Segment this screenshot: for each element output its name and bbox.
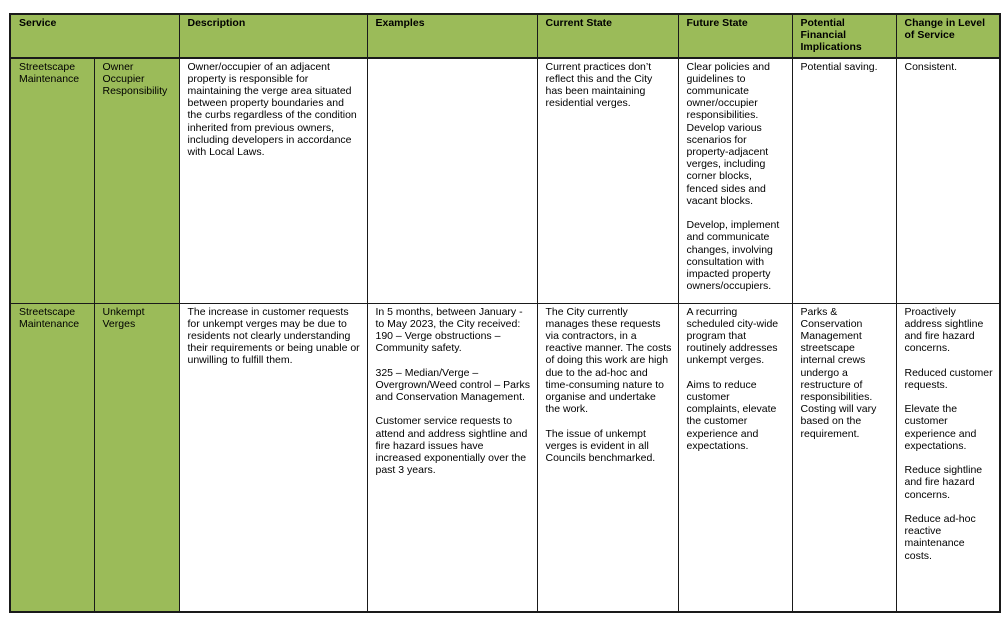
sub-service-cell: Unkempt Verges (94, 303, 179, 612)
current-state-paragraph: The City currently manages these requests via contractors, in a reactive manner. The costs of doing this work are high due to the ad-hoc and time-consuming nature to organise and undertake the work. (545, 305, 672, 416)
current-state-paragraph: Current practices don’t reflect this and the City has been maintaining residential verges. (545, 60, 653, 110)
service-cell: Streetscape Maintenance (10, 58, 94, 304)
change-paragraph: Consistent. (904, 60, 958, 73)
future-state-paragraph: Aims to reduce customer complaints, elevate the customer experience and expectations. (686, 378, 777, 452)
header-future-state: Future State (678, 14, 792, 58)
change-paragraph: Reduce sightline and fire hazard concerns. (904, 464, 983, 501)
header-description: Description (179, 14, 367, 58)
examples-cell (367, 58, 537, 304)
change-paragraph: Reduce ad-hoc reactive maintenance costs. (904, 513, 976, 562)
future-state-paragraph: Clear policies and guidelines to communicate owner/occupier responsibilities. Develop various scenarios for property-adjacent verges, including corner blocks, fenced sides and vacant blocks. (686, 60, 770, 207)
future-state-paragraph: A recurring scheduled city-wide program that routinely addresses unkempt verges. (686, 305, 779, 367)
service-cell: Streetscape Maintenance (10, 303, 94, 612)
current-state-cell (537, 303, 678, 612)
header-current-state: Current State (537, 14, 678, 58)
service-level-table (9, 13, 1001, 613)
financial-implications-cell: Parks & Conservation Management streetscape internal crews undergo a restructure of responsibilities. Costing will vary based on the requirement. (792, 303, 896, 612)
change-in-service-cell (896, 58, 1000, 304)
examples-cell (367, 303, 537, 612)
current-state-paragraph: The issue of unkempt verges is evident in all Councils benchmarked. (545, 427, 656, 465)
change-paragraph: Reduced customer requests. (904, 366, 993, 391)
change-paragraph: Elevate the customer experience and expectations. (904, 403, 977, 452)
table-row (10, 58, 1000, 304)
current-state-cell (537, 58, 678, 304)
change-in-service-cell (896, 303, 1000, 612)
future-state-cell (678, 303, 792, 612)
change-paragraph: Proactively address sightline and fire hazard concerns. (904, 305, 984, 355)
header-financial-implications: Potential Financial Implications (792, 14, 896, 58)
header-change-in-service: Change in Level of Service (896, 14, 1000, 58)
table-row (10, 303, 1000, 612)
future-state-paragraph: Develop, implement and communicate changes, involving consultation with impacted property owners/occupiers. (686, 219, 780, 293)
document-page (9, 13, 1001, 613)
examples-paragraph: 325 – Median/Verge – Overgrown/Weed control – Parks and Conservation Management. (375, 366, 530, 404)
header-row (10, 14, 1000, 58)
examples-paragraph: Customer service requests to attend and address sightline and fire hazard issues have increased exponentially over the past 3 years. (375, 415, 528, 477)
header-examples: Examples (367, 14, 537, 58)
description-cell: The increase in customer requests for unkempt verges may be due to residents not clearly understanding their requirements or being unable or unwilling to fulfill them. (179, 303, 367, 612)
future-state-cell (678, 58, 792, 304)
description-cell: Owner/occupier of an adjacent property is responsible for maintaining the verge area situated between property boundaries and the curbs regardless of the condition inherited from previous owners, including developers in accordance with Local Laws. (179, 58, 367, 304)
header-service: Service (10, 14, 179, 58)
examples-paragraph: In 5 months, between January - to May 2023, the City received: 190 – Verge obstructions – Community safety. (375, 305, 523, 355)
financial-implications-cell: Potential saving. (792, 58, 896, 304)
sub-service-cell: Owner Occupier Responsibility (94, 58, 179, 304)
